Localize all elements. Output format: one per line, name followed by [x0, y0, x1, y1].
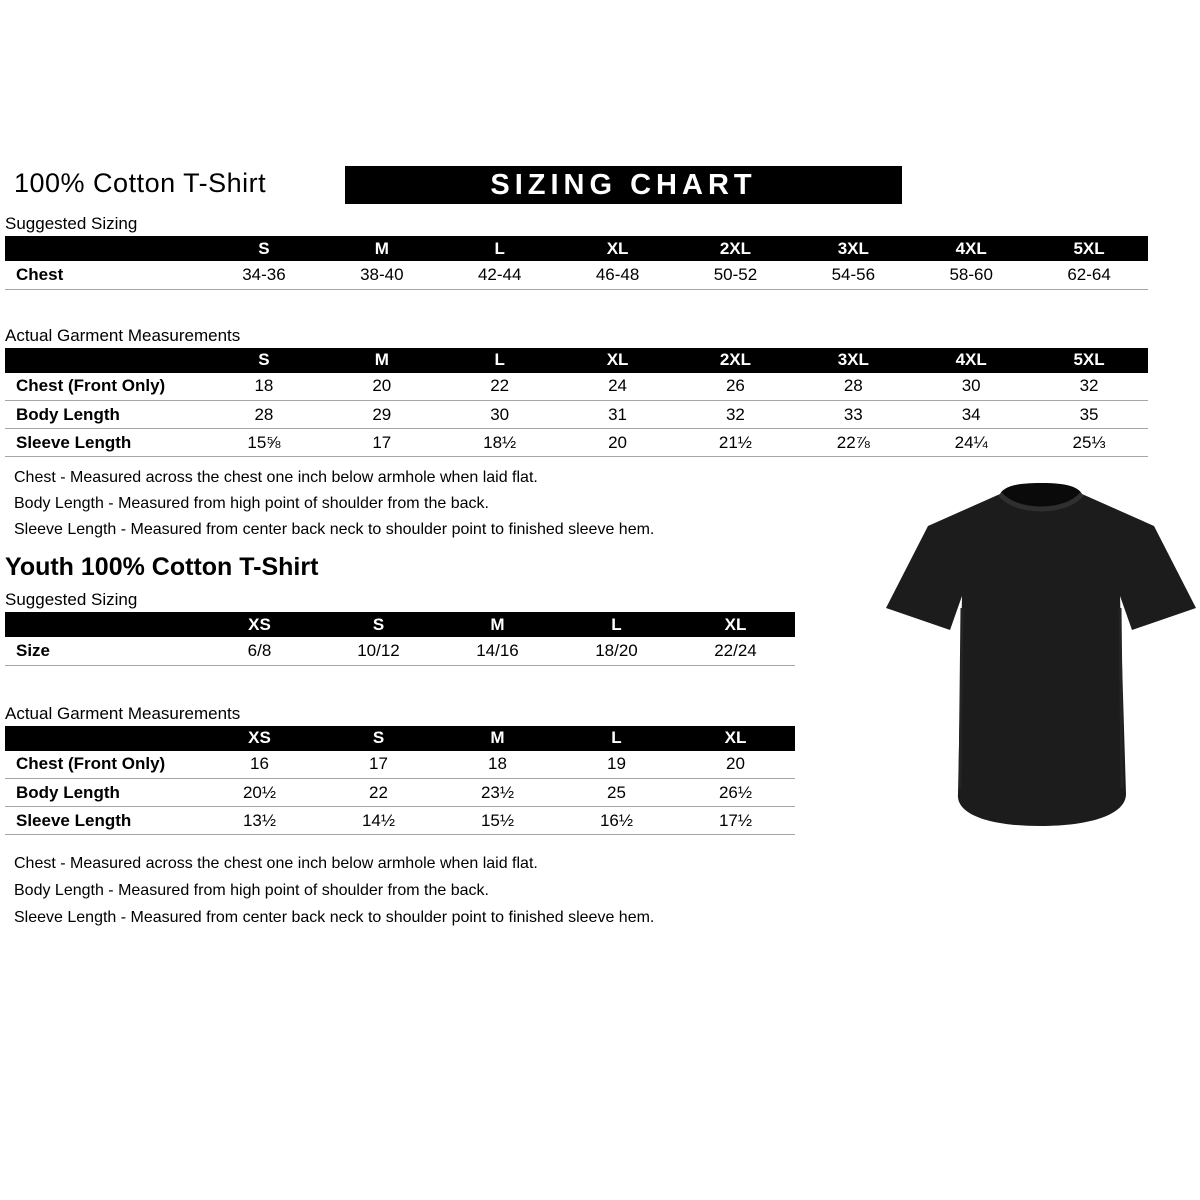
header-cell: S	[319, 612, 438, 637]
table-row	[5, 401, 1148, 429]
header-cell: S	[205, 236, 323, 261]
cell: 23½	[438, 779, 557, 807]
cell: 34-36	[205, 261, 323, 289]
cell: 24¼	[912, 429, 1030, 457]
row-label: Body Length	[5, 401, 205, 429]
cell: 20	[676, 751, 795, 779]
cell: 25	[557, 779, 676, 807]
cell: 22/24	[676, 637, 795, 665]
cell: 30	[912, 373, 1030, 401]
header-cell: 2XL	[677, 236, 795, 261]
row-label: Sleeve Length	[5, 429, 205, 457]
header-cell: 4XL	[912, 236, 1030, 261]
cell: 30	[441, 401, 559, 429]
cell: 34	[912, 401, 1030, 429]
header-cell: S	[205, 348, 323, 373]
cell: 26½	[676, 779, 795, 807]
page-title: 100% Cotton T-Shirt	[14, 168, 267, 198]
adult-suggested-sizing-table	[5, 236, 1148, 290]
cell: 24	[559, 373, 677, 401]
table-header-row	[5, 348, 1148, 373]
table-row	[5, 807, 795, 835]
header-cell: XL	[559, 348, 677, 373]
cell: 18/20	[557, 637, 676, 665]
cell: 33	[794, 401, 912, 429]
table-row	[5, 261, 1148, 289]
row-label: Chest (Front Only)	[5, 751, 200, 779]
table-header-row	[5, 236, 1148, 261]
adult-actual-measurements-label: Actual Garment Measurements	[5, 325, 241, 345]
cell: 32	[1030, 373, 1148, 401]
adult-actual-measurements-table	[5, 348, 1148, 458]
table-row	[5, 373, 1148, 401]
header-cell: M	[323, 348, 441, 373]
cell: 15½	[438, 807, 557, 835]
cell: 42-44	[441, 261, 559, 289]
youth-suggested-sizing-table	[5, 612, 795, 666]
row-label: Chest	[5, 261, 205, 289]
cell: 19	[557, 751, 676, 779]
cell: 17	[323, 429, 441, 457]
cell: 17	[319, 751, 438, 779]
cell: 14½	[319, 807, 438, 835]
cell: 22	[319, 779, 438, 807]
table-header-row	[5, 726, 795, 751]
cell: 20	[559, 429, 677, 457]
header-cell: XS	[200, 726, 319, 751]
header-cell: L	[557, 726, 676, 751]
cell: 54-56	[794, 261, 912, 289]
cell: 20½	[200, 779, 319, 807]
cell: 58-60	[912, 261, 1030, 289]
youth-suggested-sizing-label: Suggested Sizing	[5, 590, 138, 609]
cell: 21½	[677, 429, 795, 457]
header-cell: XL	[676, 726, 795, 751]
cell: 28	[205, 401, 323, 429]
cell: 16	[200, 751, 319, 779]
adult-suggested-sizing-label: Suggested Sizing	[5, 214, 138, 233]
cell: 14/16	[438, 637, 557, 665]
table-row	[5, 429, 1148, 457]
cell: 15⅝	[205, 429, 323, 457]
youth-actual-measurements-label: Actual Garment Measurements	[5, 703, 241, 723]
cell: 29	[323, 401, 441, 429]
header-cell-empty	[5, 348, 205, 373]
header-cell: XL	[676, 612, 795, 637]
cell: 16½	[557, 807, 676, 835]
header-cell: M	[438, 726, 557, 751]
cell: 17½	[676, 807, 795, 835]
header-cell-empty	[5, 612, 200, 637]
row-label: Sleeve Length	[5, 807, 200, 835]
row-label: Chest (Front Only)	[5, 373, 205, 401]
header-cell: L	[557, 612, 676, 637]
page-header	[0, 166, 1200, 208]
row-label: Body Length	[5, 779, 200, 807]
sizing-chart-banner: SIZING CHART	[345, 166, 902, 204]
header-cell: M	[323, 236, 441, 261]
cell: 6/8	[200, 637, 319, 665]
cell: 22⅞	[794, 429, 912, 457]
cell: 32	[677, 401, 795, 429]
note-body-length: Body Length - Measured from high point of shoulder from the back.	[14, 495, 489, 512]
cell: 18	[438, 751, 557, 779]
header-cell: 5XL	[1030, 236, 1148, 261]
header-cell: S	[319, 726, 438, 751]
header-cell: XS	[200, 612, 319, 637]
tshirt-image	[882, 468, 1200, 840]
note-chest: Chest - Measured across the chest one inch below armhole when laid flat.	[14, 469, 538, 486]
cell: 28	[794, 373, 912, 401]
row-label: Size	[5, 637, 200, 665]
youth-measurement-notes	[14, 855, 1200, 927]
youth-actual-measurements-table	[5, 726, 795, 836]
header-cell: 3XL	[794, 348, 912, 373]
header-cell: 2XL	[677, 348, 795, 373]
header-cell: L	[441, 236, 559, 261]
header-cell-empty	[5, 236, 205, 261]
table-row	[5, 751, 795, 779]
table-row	[5, 637, 795, 665]
header-cell: L	[441, 348, 559, 373]
table-header-row	[5, 612, 795, 637]
cell: 31	[559, 401, 677, 429]
cell: 13½	[200, 807, 319, 835]
cell: 10/12	[319, 637, 438, 665]
cell: 35	[1030, 401, 1148, 429]
cell: 46-48	[559, 261, 677, 289]
note-sleeve-length: Sleeve Length - Measured from center back neck to shoulder point to finished sleeve hem.	[14, 909, 655, 926]
cell: 18½	[441, 429, 559, 457]
cell: 20	[323, 373, 441, 401]
cell: 22	[441, 373, 559, 401]
header-cell: 4XL	[912, 348, 1030, 373]
youth-section-title: Youth 100% Cotton T-Shirt	[5, 553, 319, 581]
cell: 25⅓	[1030, 429, 1148, 457]
table-row	[5, 779, 795, 807]
cell: 26	[677, 373, 795, 401]
cell: 18	[205, 373, 323, 401]
header-cell-empty	[5, 726, 200, 751]
cell: 38-40	[323, 261, 441, 289]
header-cell: M	[438, 612, 557, 637]
header-cell: 3XL	[794, 236, 912, 261]
black-tshirt-graphic	[882, 468, 1200, 840]
note-sleeve-length: Sleeve Length - Measured from center back neck to shoulder point to finished sleeve hem.	[14, 521, 655, 538]
cell: 50-52	[677, 261, 795, 289]
header-cell: XL	[559, 236, 677, 261]
cell: 62-64	[1030, 261, 1148, 289]
note-chest: Chest - Measured across the chest one inch below armhole when laid flat.	[14, 855, 538, 872]
header-cell: 5XL	[1030, 348, 1148, 373]
note-body-length: Body Length - Measured from high point of shoulder from the back.	[14, 882, 489, 899]
